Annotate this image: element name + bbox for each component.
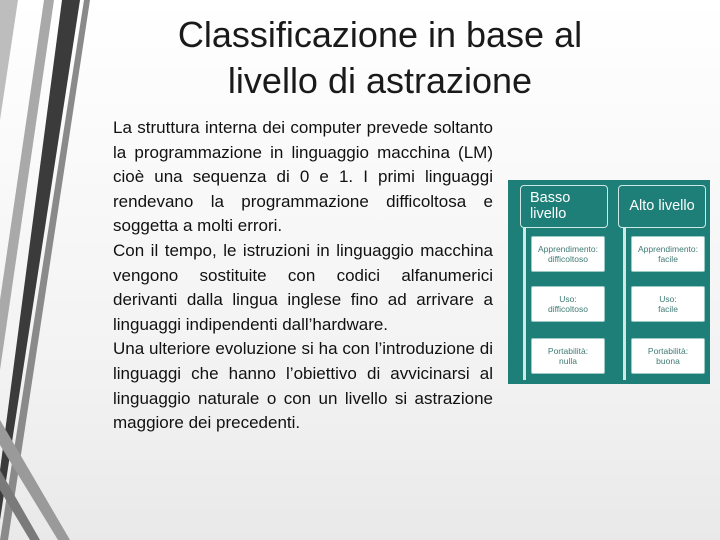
decorative-stripes: [0, 0, 110, 540]
cell-value: nulla: [559, 356, 577, 366]
title-line-1: Classificazione in base al: [177, 14, 583, 55]
cell-value: facile: [658, 254, 678, 264]
low-level-usage-cell: [531, 286, 605, 322]
low-level-header: [520, 185, 608, 228]
body-text: [113, 116, 493, 436]
high-level-header: Alto livello: [618, 185, 706, 228]
cell-value: difficoltoso: [547, 304, 588, 314]
low-level-connector: [523, 228, 526, 380]
low-level-header-line-1: Basso: [530, 190, 571, 206]
title-line-2: livello di astrazione: [227, 60, 533, 101]
low-level-header-line-2: livello: [530, 206, 567, 222]
low-level-portability-cell: [531, 338, 605, 374]
cell-label: Uso:: [559, 294, 577, 304]
abstraction-level-diagram: [508, 180, 710, 384]
slide-title: [100, 12, 660, 104]
cell-label: Apprendimento:: [637, 244, 698, 254]
high-level-usage-cell: [631, 286, 705, 322]
cell-label: Uso:: [659, 294, 677, 304]
cell-label: Apprendimento:: [537, 244, 598, 254]
cell-value: difficoltoso: [547, 254, 588, 264]
paragraph-3: Una ulteriore evoluzione si ha con l’introduzione di linguaggi che hanno l’obiettivo di avvicinarsi al linguaggio naturale o con un livello si astrazione maggiore dei precedenti.: [113, 339, 493, 433]
high-level-learning-cell: [631, 236, 705, 272]
cell-value: buona: [656, 356, 680, 366]
cell-value: facile: [658, 304, 678, 314]
cell-label: Portabilità:: [647, 346, 689, 356]
low-level-learning-cell: [531, 236, 605, 272]
paragraph-1: La struttura interna dei computer prevede soltanto la programmazione in linguaggio macchina (LM) cioè una sequenza di 0 e 1. I primi linguaggi rendevano la programmazione difficoltosa e soggetta a molti errori.: [113, 118, 493, 236]
high-level-portability-cell: [631, 338, 705, 374]
high-level-connector: [623, 228, 626, 380]
cell-label: Portabilità:: [547, 346, 589, 356]
paragraph-2: Con il tempo, le istruzioni in linguaggio macchina vengono sostituite con codici alfanumerici derivanti dalla lingua inglese fino ad arrivare a linguaggi indipendenti dall’hardware.: [113, 240, 493, 334]
